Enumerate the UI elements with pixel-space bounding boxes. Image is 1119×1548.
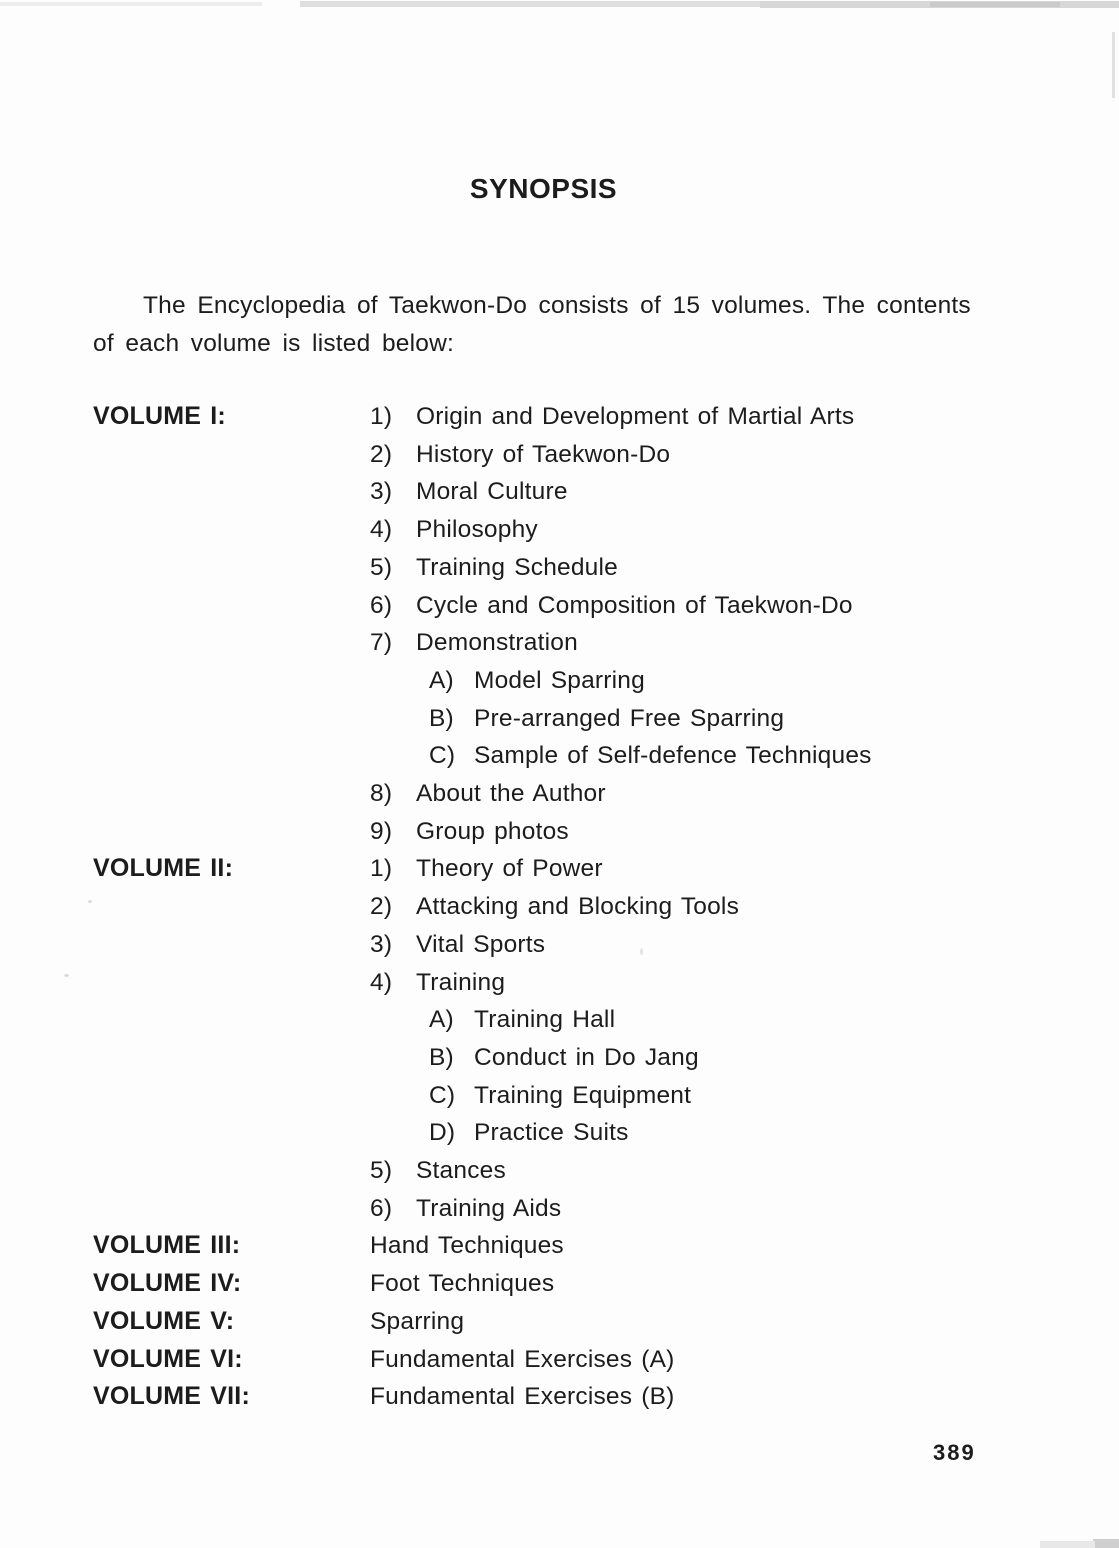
row-marker: 6)	[370, 1194, 393, 1222]
volume-rows	[370, 1303, 1073, 1341]
scan-artifact-top	[300, 1, 860, 7]
volume-row	[370, 398, 1073, 436]
row-text: Philosophy	[416, 516, 538, 544]
volume-list	[93, 398, 1073, 1416]
page-number: 389	[933, 1440, 976, 1465]
volume-block	[93, 1227, 1073, 1265]
row-marker: 9)	[370, 817, 393, 845]
volume-label: VOLUME III:	[93, 1231, 241, 1260]
row-marker: B)	[429, 1043, 454, 1071]
row-marker: 5)	[370, 553, 393, 581]
volume-block	[93, 1303, 1073, 1341]
intro-paragraph	[93, 287, 998, 363]
volume-row	[370, 587, 1073, 625]
volume-row	[370, 511, 1073, 549]
scan-artifact-bottom-right	[1040, 1541, 1095, 1548]
volume-label: VOLUME IV:	[93, 1269, 242, 1298]
row-text: Pre-arranged Free Sparring	[474, 704, 785, 732]
volume-row	[370, 1265, 1073, 1303]
volume-row	[370, 737, 1073, 775]
volume-row	[370, 1303, 1073, 1341]
row-marker: 4)	[370, 516, 393, 544]
row-text: Sparring	[370, 1307, 465, 1335]
volume-row	[370, 1077, 1073, 1115]
row-marker: C)	[429, 742, 456, 770]
row-marker: 1)	[370, 855, 393, 883]
intro-line-2: of each volume is listed below:	[93, 330, 454, 357]
row-text: Stances	[416, 1157, 506, 1185]
row-text: Training Equipment	[474, 1081, 692, 1109]
row-text: Foot Techniques	[370, 1270, 555, 1298]
volume-label: VOLUME I:	[93, 402, 226, 430]
row-text: Origin and Development of Martial Arts	[416, 403, 855, 430]
page-title: SYNOPSIS	[469, 173, 618, 204]
row-text: Practice Suits	[474, 1119, 629, 1147]
row-marker: 3)	[370, 478, 393, 506]
volume-rows	[370, 398, 1073, 850]
scan-speck	[64, 974, 69, 977]
scan-artifact-top	[0, 2, 262, 6]
volume-rows	[370, 850, 1073, 1227]
volume-row	[370, 813, 1073, 851]
volume-row	[370, 1152, 1073, 1190]
volume-row	[370, 662, 1073, 700]
row-text: Cycle and Composition of Taekwon-Do	[416, 591, 853, 619]
volume-row	[370, 1378, 1073, 1416]
volume-block	[93, 1378, 1073, 1416]
volume-rows	[370, 1378, 1073, 1416]
row-text: Vital Sports	[416, 930, 546, 958]
volume-block	[93, 1265, 1073, 1303]
volume-block	[93, 850, 1073, 1227]
row-marker: 7)	[370, 629, 393, 657]
volume-row	[370, 888, 1073, 926]
volume-block	[93, 398, 1073, 850]
row-marker: D)	[429, 1119, 456, 1147]
volume-row	[370, 850, 1073, 888]
row-text: Sample of Self-defence Techniques	[474, 742, 872, 770]
row-text: Fundamental Exercises (B)	[370, 1383, 675, 1411]
volume-row	[370, 436, 1073, 474]
row-text: History of Taekwon-Do	[416, 440, 671, 468]
row-text: Demonstration	[416, 629, 578, 657]
row-text: Theory of Power	[416, 855, 603, 883]
volume-label: VOLUME II:	[93, 854, 234, 883]
row-marker: 3)	[370, 930, 393, 958]
row-text: Fundamental Exercises (A)	[370, 1345, 675, 1373]
volume-row	[370, 624, 1073, 662]
row-text: Conduct in Do Jang	[474, 1043, 699, 1071]
row-marker: 6)	[370, 591, 393, 619]
volume-row	[370, 549, 1073, 587]
row-marker: A)	[429, 1006, 454, 1034]
volume-row	[370, 775, 1073, 813]
volume-label: VOLUME VII:	[93, 1382, 250, 1411]
row-marker: 2)	[370, 893, 393, 921]
row-marker: 4)	[370, 968, 393, 996]
volume-block	[93, 1341, 1073, 1379]
scan-artifact-right-edge	[1112, 32, 1115, 98]
volume-row	[370, 964, 1073, 1002]
row-marker: 5)	[370, 1157, 393, 1185]
row-text: Hand Techniques	[370, 1232, 564, 1260]
volume-rows	[370, 1341, 1073, 1379]
scan-artifact-top	[930, 2, 1060, 7]
volume-row	[370, 1190, 1073, 1228]
row-marker: 8)	[370, 780, 393, 808]
scan-speck	[88, 900, 92, 903]
volume-row	[370, 1341, 1073, 1379]
row-text: Attacking and Blocking Tools	[416, 893, 740, 921]
volume-row	[370, 1227, 1073, 1265]
row-text: Training Hall	[474, 1006, 616, 1034]
row-marker: 1)	[370, 403, 393, 430]
volume-row	[370, 1039, 1073, 1077]
row-marker: C)	[429, 1081, 456, 1109]
intro-line-1: The Encyclopedia of Taekwon-Do consists of 15 volumes. The contents	[143, 292, 971, 319]
scan-artifact-top	[760, 1, 1119, 8]
volume-label: VOLUME V:	[93, 1306, 235, 1335]
row-text: About the Author	[416, 780, 606, 808]
scan-artifact-bottom-right	[1093, 1539, 1119, 1548]
row-marker: 2)	[370, 440, 393, 468]
row-text: Training	[416, 968, 506, 996]
row-marker: B)	[429, 704, 454, 732]
row-text: Moral Culture	[416, 478, 568, 506]
volume-row	[370, 473, 1073, 511]
volume-rows	[370, 1227, 1073, 1265]
row-marker: A)	[429, 666, 454, 694]
volume-row	[370, 1001, 1073, 1039]
row-text: Model Sparring	[474, 666, 645, 694]
volume-row	[370, 926, 1073, 964]
row-text: Training Schedule	[416, 553, 618, 581]
volume-label: VOLUME VI:	[93, 1344, 243, 1373]
volume-row	[370, 700, 1073, 738]
row-text: Training Aids	[416, 1194, 562, 1222]
volume-rows	[370, 1265, 1073, 1303]
row-text: Group photos	[416, 817, 569, 845]
volume-row	[370, 1114, 1073, 1152]
